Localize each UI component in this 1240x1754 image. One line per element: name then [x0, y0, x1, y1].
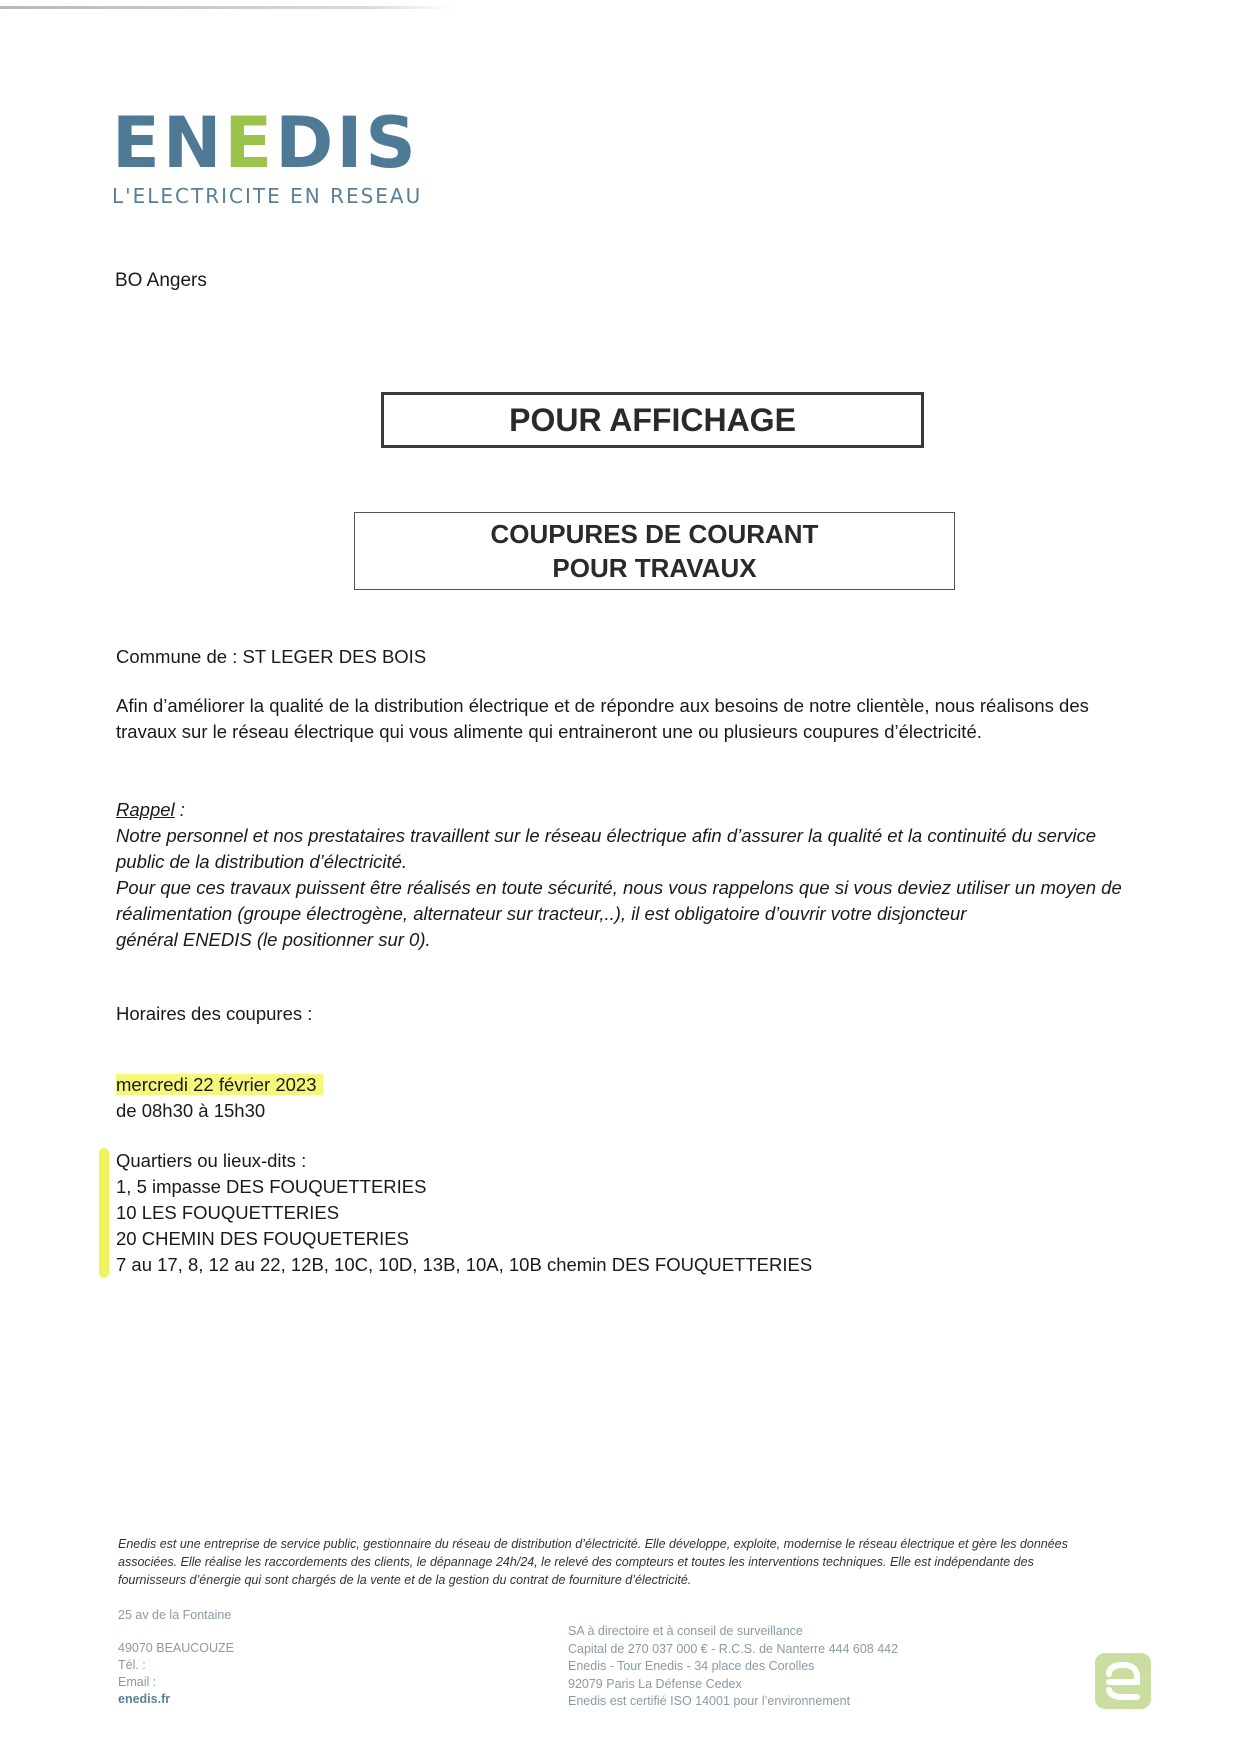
enedis-e-mark-icon — [1094, 1652, 1152, 1715]
footer-website-link[interactable]: enedis.fr — [118, 1692, 171, 1706]
reminder-line: public de la distribution d’électricité. — [116, 851, 408, 872]
logo-tagline: L'ELECTRICITE EN RESEAU — [112, 184, 423, 208]
company-line: Enedis est certifié ISO 14001 pour l’environnement — [568, 1694, 851, 1708]
reminder-line: réalimentation (groupe électrogène, alternateur sur tracteur,..), il est obligatoire d’ouvrir votre disjoncteur — [116, 903, 967, 924]
footer-email: Email : — [118, 1675, 157, 1689]
reminder-heading-colon: : — [174, 799, 185, 820]
notice-title: POUR AFFICHAGE — [381, 392, 924, 448]
subtitle-line: COUPURES DE COURANT — [490, 519, 819, 549]
place-item: 7 au 17, 8, 12 au 22, 12B, 10C, 10D, 13B, 10A, 10B chemin DES FOUQUETTERIES — [116, 1254, 813, 1275]
legal-line: associées. Elle réalise les raccordements des clients, le dépannage 24h/24, le relevé des compteurs et toutes les interventions techniques. Elle est indépendante des — [118, 1555, 1034, 1569]
intro-paragraph — [116, 693, 1161, 745]
places-list — [116, 1148, 1156, 1278]
footer-address-street: 25 av de la Fontaine — [118, 1608, 232, 1622]
reminder-line: général ENEDIS (le positionner sur 0). — [116, 929, 431, 950]
company-line: Capital de 270 037 000 € - R.C.S. de Nanterre 444 608 442 — [568, 1641, 899, 1656]
reminder-heading-text: Rappel — [116, 799, 175, 820]
reminder-line: Notre personnel et nos prestataires travaillent sur le réseau électrique afin d’assurer la qualité et la continuité du service — [116, 825, 1097, 846]
footer-address-city: 49070 BEAUCOUZE — [118, 1641, 235, 1655]
hours-title: Horaires des coupures : — [116, 1003, 313, 1024]
enedis-logo — [112, 102, 423, 208]
reminder-section — [116, 797, 1156, 953]
outage-date — [116, 1072, 1156, 1098]
company-line: Enedis - Tour Enedis - 34 place des Corolles — [568, 1659, 815, 1673]
outage-time: de 08h30 à 15h30 — [116, 1100, 266, 1121]
legal-line: fournisseurs d’énergie qui sont chargés de la vente et de la gestion du contrat de fourniture d’électricité. — [118, 1573, 692, 1587]
place-item: 20 CHEMIN DES FOUQUETERIES — [116, 1228, 409, 1249]
company-info — [568, 1623, 898, 1711]
notice-subtitle — [354, 512, 955, 590]
highlighted-date: mercredi 22 février 2023 — [116, 1074, 323, 1095]
legal-line: Enedis est une entreprise de service public, gestionnaire du réseau de distribution d’électricité. Elle développe, exploite, modernise le réseau électrique et gère les données — [118, 1537, 1068, 1551]
reminder-line: Pour que ces travaux puissent être réalisés en toute sécurité, nous vous rappelons que si vous deviez utiliser un moyen de — [116, 877, 1122, 898]
highlighter-mark — [99, 1148, 109, 1278]
intro-line: travaux sur le réseau électrique qui vous alimente qui entraineront une ou plusieurs coupures d’électricité. — [116, 721, 982, 742]
footer-tel: Tél. : — [118, 1658, 146, 1672]
commune-line: Commune de : ST LEGER DES BOIS — [116, 646, 427, 667]
subtitle-line: POUR TRAVAUX — [552, 553, 757, 583]
footer-address-block — [118, 1640, 234, 1708]
footer-legal-text — [118, 1535, 1148, 1589]
place-item: 1, 5 impasse DES FOUQUETTERIES — [116, 1176, 427, 1197]
reminder-heading — [116, 797, 1156, 823]
scan-artifact — [0, 6, 455, 9]
sender-office: BO Angers — [115, 270, 207, 291]
place-item: 10 LES FOUQUETTERIES — [116, 1202, 340, 1223]
company-line: SA à directoire et à conseil de surveillance — [568, 1624, 803, 1638]
intro-line: Afin d’améliorer la qualité de la distribution électrique et de répondre aux besoins de notre clientèle, nous réalisons des — [116, 695, 1089, 716]
company-line: 92079 Paris La Défense Cedex — [568, 1676, 742, 1691]
logo-wordmark: ENEDIS — [112, 102, 419, 184]
places-title: Quartiers ou lieux-dits : — [116, 1150, 307, 1171]
